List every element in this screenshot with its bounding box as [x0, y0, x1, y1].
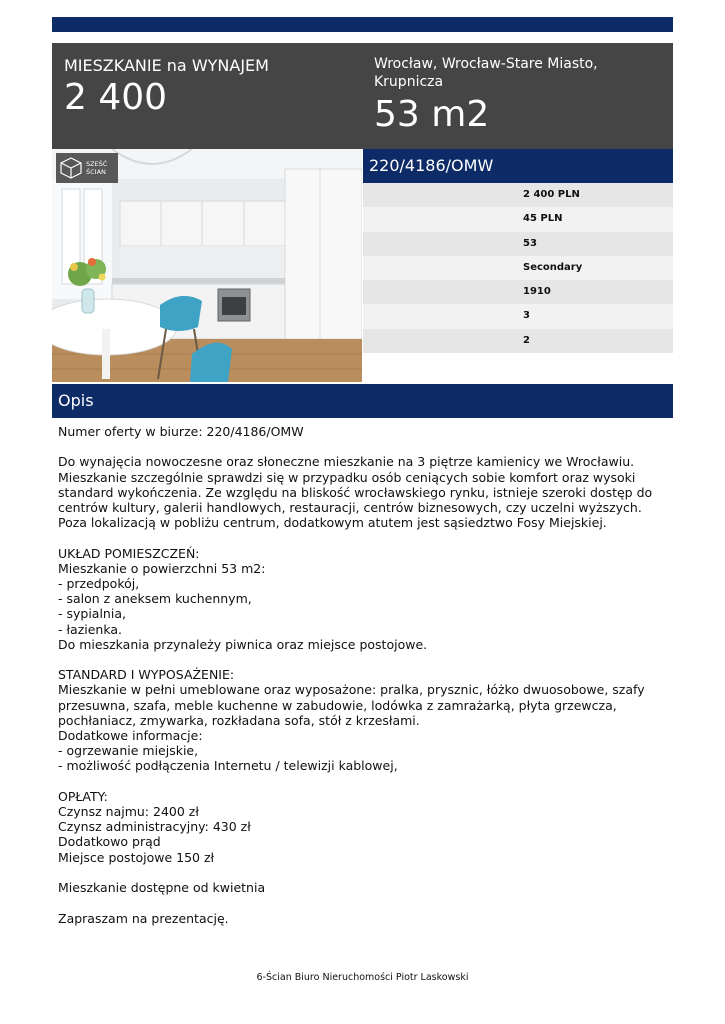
detail-row: 53: [363, 232, 673, 256]
apartment-photo: [52, 149, 362, 382]
logo-text-line1: SZEŚĆ: [86, 160, 108, 168]
detail-row: 1910: [363, 280, 673, 304]
detail-row: 2 400 PLN: [363, 183, 673, 207]
detail-row: 3: [363, 304, 673, 328]
location: Wrocław, Wrocław-Stare Miasto, Krupnicza: [374, 56, 598, 90]
detail-row: 45 PLN: [363, 207, 673, 231]
logo-text-line2: ŚCIAN: [86, 168, 106, 176]
details-table: [363, 183, 673, 353]
footer-company: 6-Ścian Biuro Nieruchomości Piotr Laskowski: [256, 972, 469, 983]
offer-type: MIESZKANIE na WYNAJEM: [64, 56, 269, 75]
detail-row: Secondary: [363, 256, 673, 280]
top-accent-bar: [52, 17, 673, 32]
logo-text: [86, 160, 107, 176]
listing-header: [52, 43, 673, 149]
header-right: [374, 55, 664, 135]
company-logo: [56, 153, 118, 183]
description-text: Numer oferty w biurze: 220/4186/OMW Do wynajęcia nowoczesne oraz słoneczne mieszkanie na 3 piętrze kamienicy we Wrocławiu. Mieszkanie szczególnie sprawdzi się w przypadku osób ceniących sobie komfort oraz wysoki standard wykończenia. Ze względu na bliskość wrocławskiego rynku, istnieje szeroki dostęp do centrów kultury, galerii handlowych, restauracji, centrów biznesowych, czy uczelni wyższych. Poza lokalizacją w pobliżu centrum, dodatkowym atutem jest sąsiedztwo Fosy Miejskiej. UKŁAD POMIESZCZEŃ: Mieszkanie o powierzchni 53 m2: - przedpokój, - salon z aneksem kuchennym, - sypialnia, - łazienka. Do mieszkania przynależy piwnica oraz miejsce postojowe. STANDARD I WYPOSAŻENIE: Mieszkanie w pełni umeblowane oraz wyposażone: pralka, prysznic, łóżko dwuosobowe, szafy przesuwna, szafa, meble kuchenne w zabudowie, lodówka z zamrażarką, płyta grzewcza, pochłaniacz, zmywarka, rozkładana sofa, stół z krzesłami. Dodatkowe informacje: - ogrzewanie miejskie, - możliwość podłączenia Internetu / telewizji kablowej, OPŁATY: Czynsz najmu: 2400 zł Czynsz administracyjny: 430 zł Dodatkowo prąd Miejsce postojowe 150 zł Mieszkanie dostępne od kwietnia Zapraszam na prezentację.: [58, 424, 653, 926]
area: 53 m2: [374, 94, 490, 135]
header-left: [64, 56, 354, 118]
cube-logo-icon: [60, 157, 82, 179]
description-heading: Opis: [52, 384, 673, 418]
offer-reference: 220/4186/OMW: [363, 149, 673, 183]
detail-row: 2: [363, 329, 673, 353]
price: 2 400: [64, 77, 168, 118]
